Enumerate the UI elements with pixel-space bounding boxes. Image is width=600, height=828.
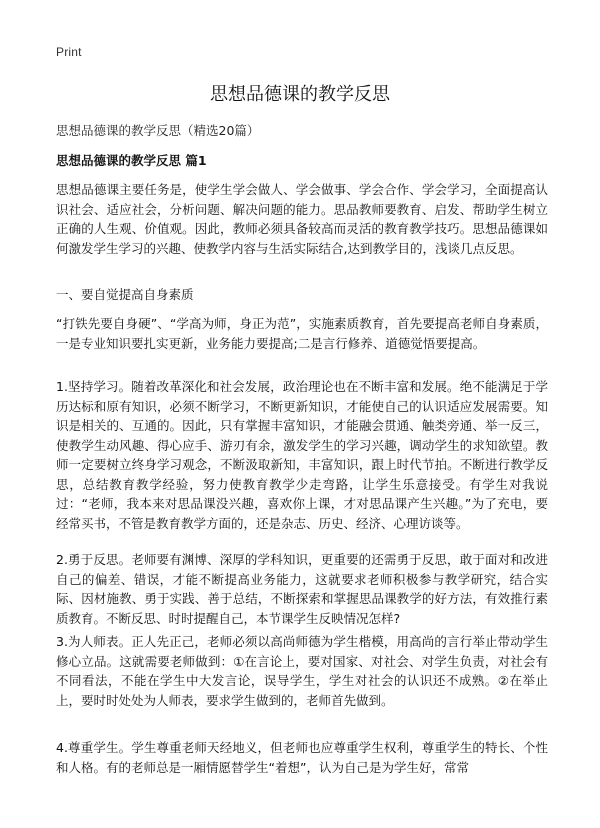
intro-paragraph: 思想品德课主要任务是，使学生学会做人、学会做事、学会合作、学会学习，全面提高认识社会、适应社会，分析问题、解决问题的能力。思品教师要教育、启发、帮助学生树立正确的人生观、价值观。因此，教师必须具备较高而灵活的教育教学技巧。思想品德课如何激发学生学习的兴趣、使教学内容与生活实际结合,达到教学目的，浅谈几点反思。 (56, 182, 548, 256)
point-4-paragraph: 4.尊重学生。学生尊重老师天经地义，但老师也应尊重学生权利，尊重学生的特长、个性和人格。有的老师总是一厢情愿替学生“着想”，认为自己是为学生好，常常 (56, 740, 548, 775)
section-heading: 思想品德课的教学反思 篇1 (56, 153, 207, 168)
document-subtitle: 思想品德课的教学反思（精选20篇） (56, 123, 260, 138)
point-1-paragraph: 1.坚持学习。随着改革深化和社会发展，政治理论也在不断丰富和发展。绝不能满足于学历达标和原有知识，必须不断学习，不断更新知识，才能使自己的认识适应发展需要。知识是相关的、互通的。因此，只有掌握丰富知识，才能融会贯通、触类旁通、举一反三，使教学生动风趣、得心应手、游刃有余，激发学生的学习兴趣，调动学生的求知欲望。教师一定要树立终身学习观念，不断汲取新知，丰富知识，跟上时代节拍。不断进行教学反思，总结教育教学经验，努力使教育教学少走弯路，让学生乐意接受。有学生对我说过：“老师，我本来对思品课没兴趣，喜欢你上课，才对思品课产生兴趣。”为了充电，要经常买书，不管是教育教学方面的，还是杂志、历史、经济、心理访谈等。 (56, 379, 548, 531)
point-3-paragraph: 3.为人师表。正人先正己，老师必须以高尚师德为学生楷模，用高尚的言行举止带动学生修心立品。这就需要老师做到：①在言论上，要对国家、对社会、对学生负责，对社会有不同看法，不能在学生中大发言论，误导学生，学生对社会的认识还不成熟。②在举止上，要时时处处为人师表，要求学生做到的，老师首先做到。 (56, 634, 548, 708)
subheading-paragraph: 一、要自觉提高自身素质 (56, 287, 194, 302)
quote-paragraph: “打铁先要自身硬”、“学高为师，身正为范”，实施素质教育，首先要提高老师自身素质，一是专业知识要扎实更新，业务能力要提高;二是言行修养、道德觉悟要提高。 (56, 316, 548, 351)
document-title: 思想品德课的教学反思 (210, 84, 390, 105)
point-2-paragraph: 2.勇于反思。老师要有渊博、深厚的学科知识，更重要的还需勇于反思，敢于面对和改进自己的偏差、错误，才能不断提高业务能力，这就要求老师积极参与教学研究，结合实际、因材施教、勇于实践、善于总结，不断探索和掌握思品课教学的好方法，有效推行素质教育。不断反思、时时提醒自己，本节课学生反映情况怎样? (56, 552, 548, 626)
print-label: Print (56, 45, 82, 59)
